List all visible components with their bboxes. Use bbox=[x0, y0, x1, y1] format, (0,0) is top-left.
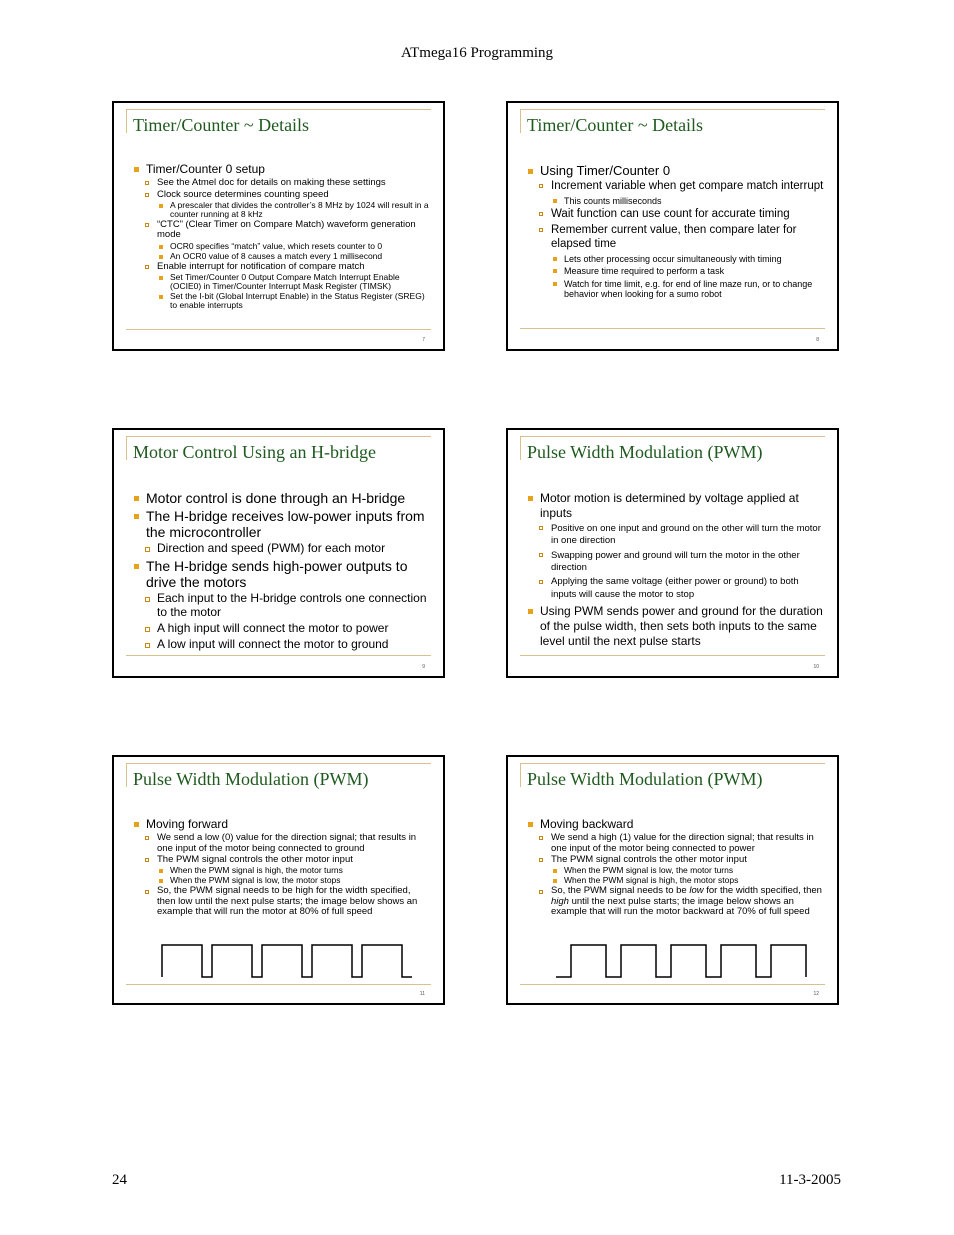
slide-accent-line bbox=[126, 763, 127, 787]
slide-accent-line bbox=[520, 109, 825, 110]
bullet: The PWM signal controls the other motor input bbox=[539, 855, 825, 865]
slide-title: Timer/Counter ~ Details bbox=[133, 115, 310, 135]
slide-number: 10 bbox=[813, 664, 819, 670]
bullet: This counts milliseconds bbox=[552, 196, 825, 206]
bullet: Swapping power and ground will turn the motor in the other direction bbox=[539, 550, 825, 575]
slide-divider bbox=[520, 328, 825, 329]
bullet: When the PWM signal is high, the motor stops bbox=[552, 876, 825, 885]
bullet: So, the PWM signal needs to be low for the width specified, then high until the next pulse starts; the image below shows an example that will run the motor backward at 70% of full speed bbox=[539, 886, 825, 917]
bullet: Watch for time limit, e.g. for end of line maze run, or to change behavior when looking for a sumo robot bbox=[552, 279, 825, 300]
slide-accent-line bbox=[126, 109, 127, 133]
slide-accent-line bbox=[520, 763, 521, 787]
slide-number: 12 bbox=[813, 991, 819, 997]
bullet: Moving backward bbox=[527, 817, 825, 831]
bullet: The H-bridge sends high-power outputs to drive the motors bbox=[133, 558, 431, 590]
slide-number: 9 bbox=[422, 664, 425, 670]
bullet: Direction and speed (PWM) for each motor bbox=[145, 542, 431, 556]
slide-body bbox=[527, 491, 825, 651]
bullet: Set Timer/Counter 0 Output Compare Match Interrupt Enable (OCIE0) in Timer/Counter Interrupt Mask Register (TIMSK) bbox=[158, 273, 431, 291]
slide-accent-line bbox=[126, 109, 431, 110]
slide-number: 7 bbox=[422, 337, 425, 343]
slide-divider bbox=[126, 329, 431, 330]
bullet: So, the PWM signal needs to be high for the width specified, then low until the next pulse starts; the image below shows an example that will run the motor at 80% of full speed bbox=[145, 886, 431, 917]
bullet: Motor motion is determined by voltage applied at inputs bbox=[527, 491, 825, 521]
bullet: “CTC” (Clear Timer on Compare Match) waveform generation mode bbox=[145, 220, 431, 241]
slide-accent-line bbox=[126, 763, 431, 764]
bullet: Remember current value, then compare later for elapsed time bbox=[539, 224, 825, 252]
slide-8 bbox=[506, 101, 839, 351]
bullet: When the PWM signal is high, the motor turns bbox=[158, 866, 431, 875]
page-number: 24 bbox=[112, 1172, 127, 1188]
bullet: Each input to the H-bridge controls one connection to the motor bbox=[145, 592, 431, 620]
slide-body bbox=[133, 817, 431, 919]
slide-body bbox=[133, 162, 431, 311]
bullet: Motor control is done through an H-bridge bbox=[133, 490, 431, 506]
bullet: Timer/Counter 0 setup bbox=[133, 162, 431, 176]
slide-accent-line bbox=[520, 763, 825, 764]
bullet: Applying the same voltage (either power or ground) to both inputs will cause the motor to stop bbox=[539, 576, 825, 601]
slide-9 bbox=[112, 428, 445, 678]
slide-divider bbox=[126, 655, 431, 656]
bullet: A prescaler that divides the controller’s 8 MHz by 1024 will result in a counter running at 8 kHz bbox=[158, 201, 431, 219]
slide-divider bbox=[520, 984, 825, 985]
slide-accent-line bbox=[520, 109, 521, 133]
slide-title: Motor Control Using an H-bridge bbox=[133, 442, 376, 462]
slide-accent-line bbox=[126, 436, 127, 460]
bullet: Moving forward bbox=[133, 817, 431, 831]
page-date: 11-3-2005 bbox=[779, 1172, 841, 1188]
bullet: Positive on one input and ground on the other will turn the motor in one direction bbox=[539, 523, 825, 548]
slide-7 bbox=[112, 101, 445, 351]
page-header: ATmega16 Programming bbox=[400, 45, 554, 61]
bullet: Using PWM sends power and ground for the duration of the pulse width, then sets both inputs to the same level until the next pulse starts bbox=[527, 604, 825, 649]
bullet: The PWM signal controls the other motor input bbox=[145, 855, 431, 865]
slide-body bbox=[527, 817, 825, 919]
slide-title: Pulse Width Modulation (PWM) bbox=[527, 769, 763, 789]
bullet: Wait function can use count for accurate timing bbox=[539, 208, 825, 222]
bullet: Enable interrupt for notification of compare match bbox=[145, 262, 431, 272]
pwm-signal-line bbox=[162, 945, 412, 977]
slide-accent-line bbox=[520, 436, 521, 460]
pwm-signal-line bbox=[556, 945, 806, 977]
slide-number: 11 bbox=[419, 991, 425, 997]
bullet: When the PWM signal is low, the motor turns bbox=[552, 866, 825, 875]
bullet: Set the I-bit (Global Interrupt Enable) in the Status Register (SREG) to enable interrupts bbox=[158, 292, 431, 310]
bullet: The H-bridge receives low-power inputs from the microcontroller bbox=[133, 508, 431, 540]
slide-body bbox=[527, 163, 825, 301]
slide-accent-line bbox=[520, 436, 825, 437]
bullet: Measure time required to perform a task bbox=[552, 266, 825, 276]
bullet: See the Atmel doc for details on making these settings bbox=[145, 178, 431, 188]
bullet: OCR0 specifies “match” value, which resets counter to 0 bbox=[158, 242, 431, 251]
slide-divider bbox=[520, 655, 825, 656]
bullet: An OCR0 value of 8 causes a match every 1 millisecond bbox=[158, 252, 431, 261]
slide-title: Pulse Width Modulation (PWM) bbox=[527, 442, 763, 462]
slide-title: Timer/Counter ~ Details bbox=[527, 115, 704, 135]
slide-accent-line bbox=[126, 436, 431, 437]
bullet: Lets other processing occur simultaneously with timing bbox=[552, 254, 825, 264]
slide-divider bbox=[126, 984, 431, 985]
pwm-waveform-forward bbox=[154, 941, 424, 981]
slide-number: 8 bbox=[816, 337, 819, 343]
slide-12 bbox=[506, 755, 839, 1005]
bullet: A low input will connect the motor to ground bbox=[145, 638, 431, 652]
slide-11 bbox=[112, 755, 445, 1005]
slide-title: Pulse Width Modulation (PWM) bbox=[133, 769, 369, 789]
bullet: When the PWM signal is low, the motor stops bbox=[158, 876, 431, 885]
slide-10 bbox=[506, 428, 839, 678]
bullet: Clock source determines counting speed bbox=[145, 190, 431, 200]
bullet: We send a high (1) value for the direction signal; that results in one input of the motor being connected to power bbox=[539, 833, 825, 854]
bullet: Using Timer/Counter 0 bbox=[527, 163, 825, 178]
bullet: Increment variable when get compare match interrupt bbox=[539, 180, 825, 194]
bullet: A high input will connect the motor to power bbox=[145, 622, 431, 636]
slide-body bbox=[133, 490, 431, 653]
pwm-waveform-backward bbox=[548, 941, 818, 981]
bullet: We send a low (0) value for the direction signal; that results in one input of the motor being connected to ground bbox=[145, 833, 431, 854]
